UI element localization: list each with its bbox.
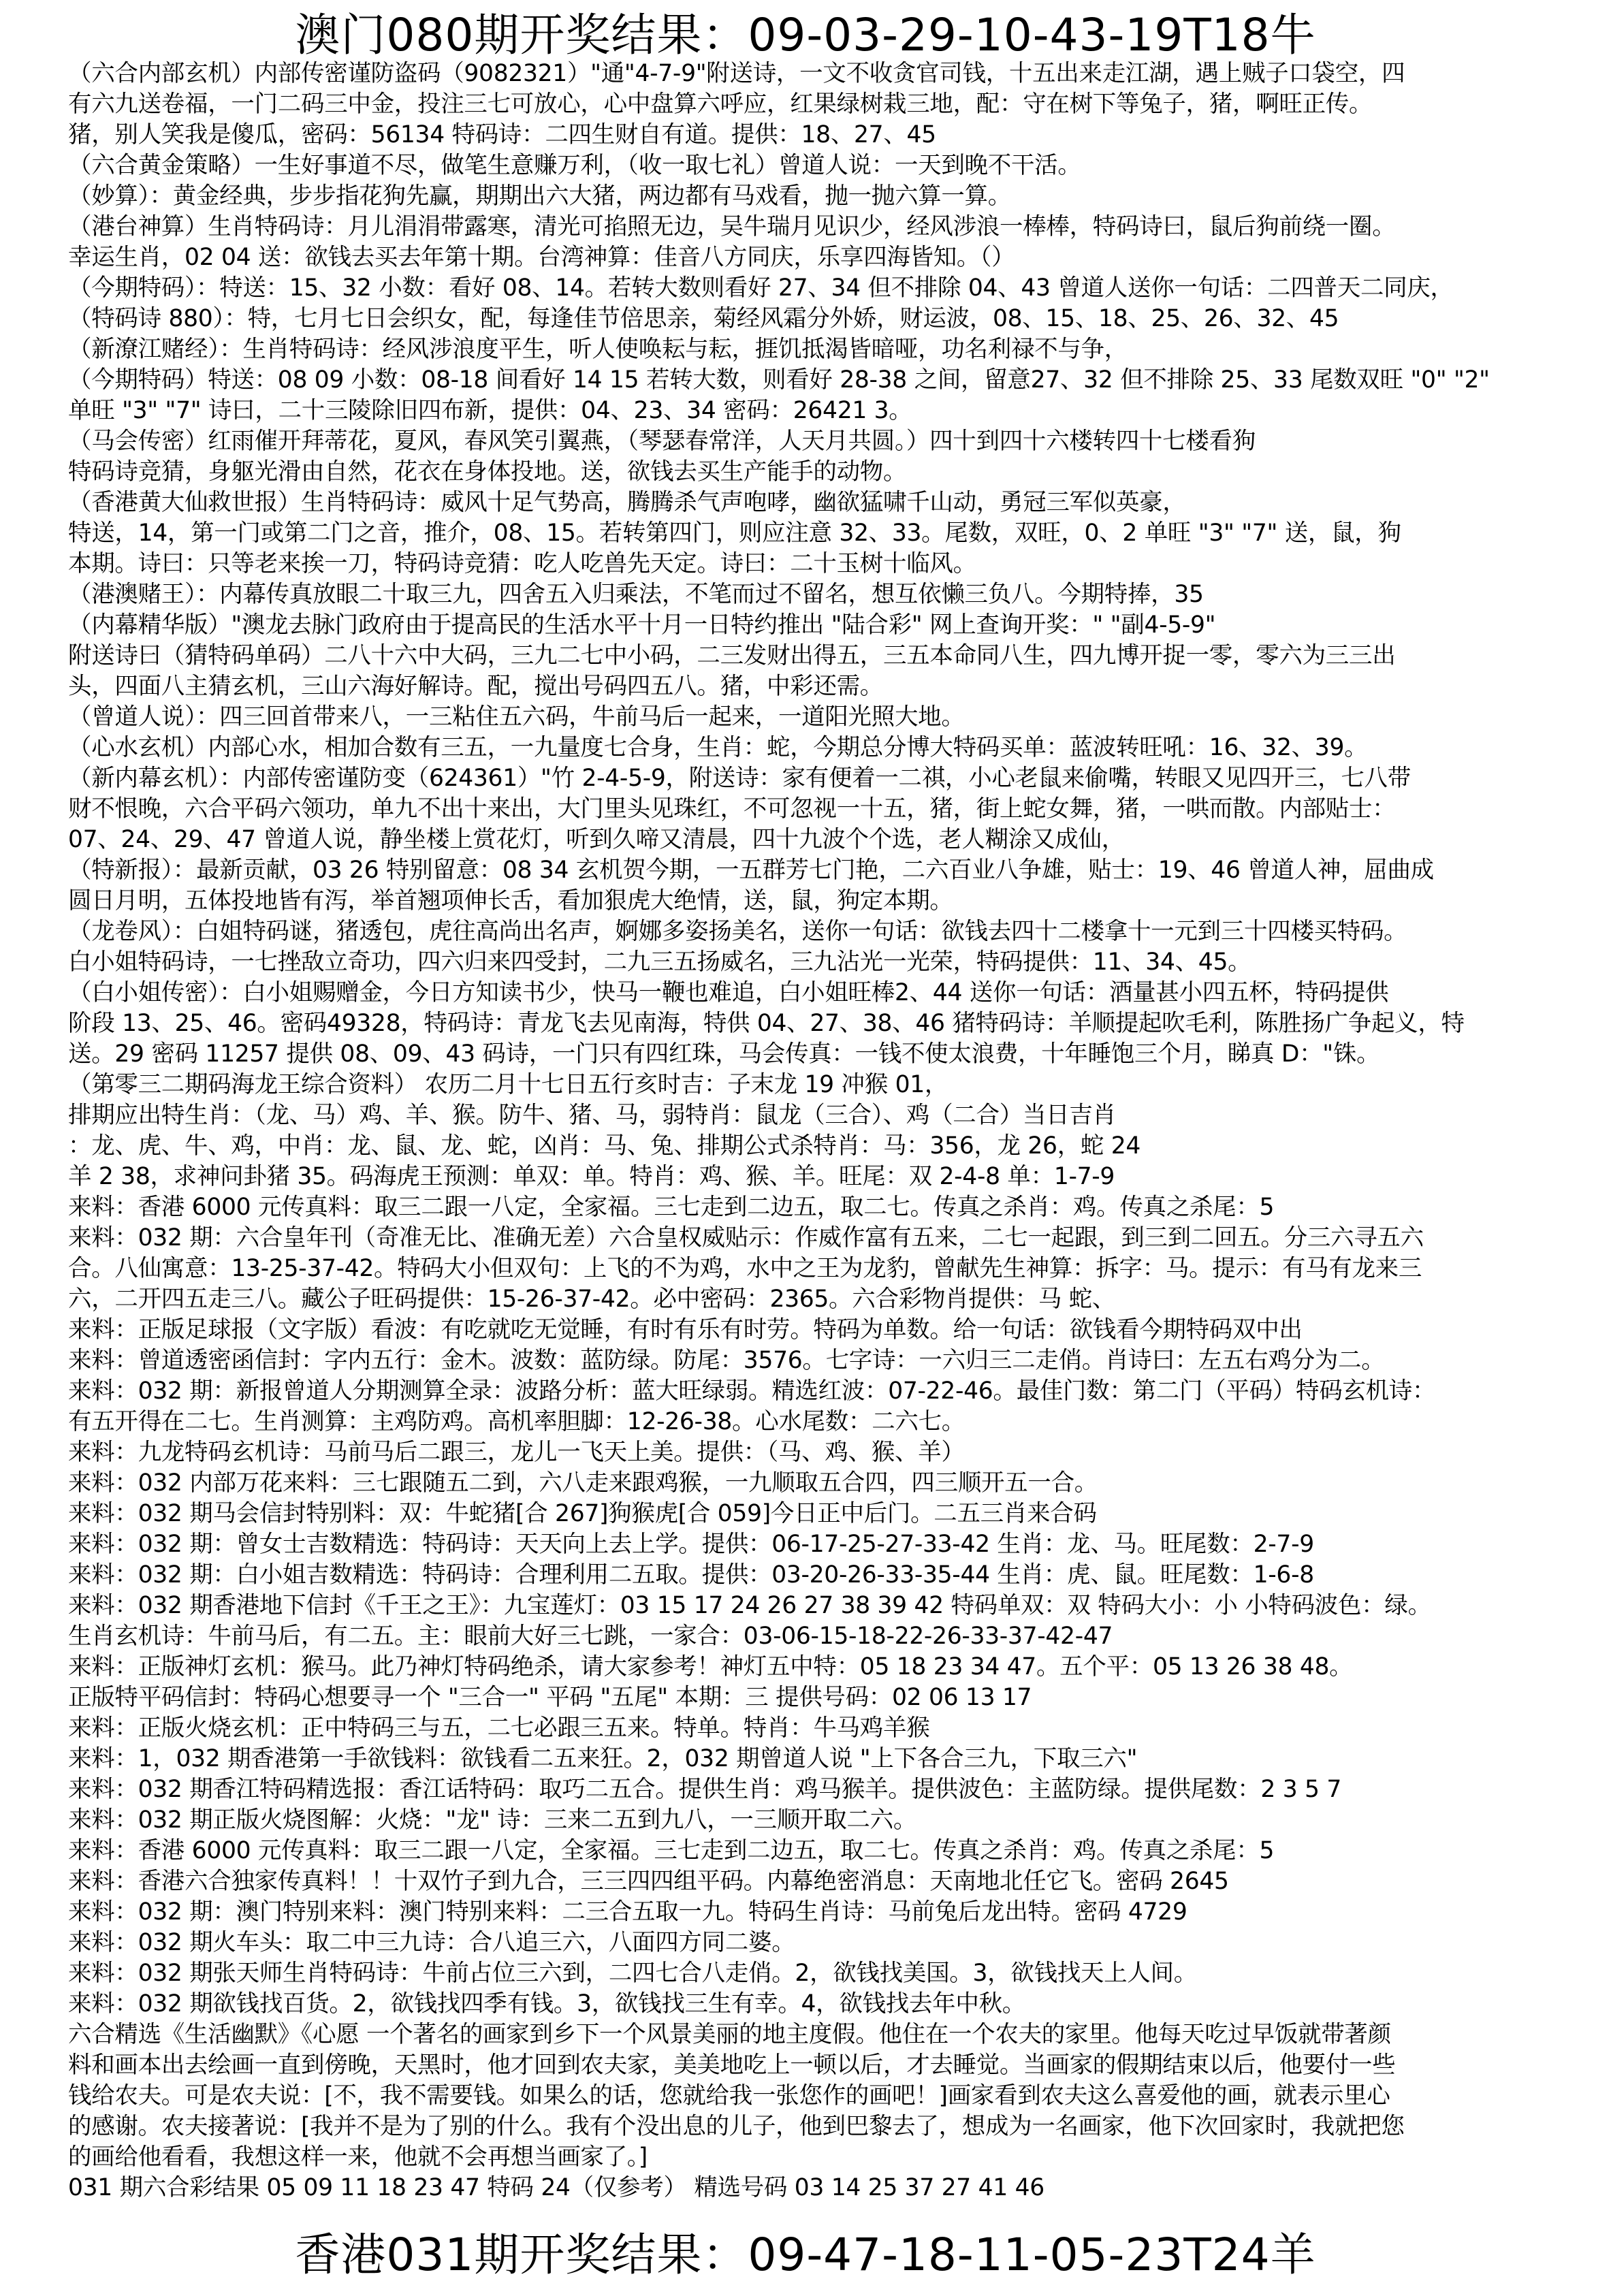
text-line: （六合内部玄机）内部传密谨防盗码（9082321）"通"4-7-9"附送诗，一文不收贪官司钱，十五出来走江湖，遇上贼子口袋空，四	[68, 60, 1405, 87]
text-line: 来料：正版火烧玄机：正中特码三与五，二七必跟三五来。特单。特肖：牛马鸡羊猴	[68, 1715, 930, 1742]
text-line: （港澳赌王）：内幕传真放眼二十取三九，四舍五入归乘法，不笔而过不留名，想互依懒三负八。今期特捧，35	[68, 581, 1204, 608]
text-line: 来料：032 期马会信封特别料：双：牛蛇猪[合 267]狗猴虎[合 059]今日正中后门。二五三肖来合码	[68, 1500, 1097, 1527]
text-line: （特新报）：最新贡献，03 26 特别留意：08 34 玄机贺今期，一五群芳七门艳，二六百业八争雄，贴士：19、46 曾道人神，屈曲成	[68, 857, 1434, 884]
text-line: 来料：032 期：白小姐吉数精选：特码诗：合理利用二五取。提供：03-20-26-33-35-44 生肖：虎、鼠。旺尾数：1-6-8	[68, 1561, 1314, 1589]
text-line: 来料：032 期：曾女士吉数精选：特码诗：天天向上去上学。提供：06-17-25-27-33-42 生肖：龙、马。旺尾数：2-7-9	[68, 1531, 1314, 1558]
text-line: （心水玄机）内部心水，相加合数有三五，一九量度七合身，生肖：蛇，今期总分博大特码买单：蓝波转旺吼：16、32、39。	[68, 734, 1368, 761]
text-line: 031 期六合彩结果 05 09 11 18 23 47 特码 24（仅参考） 精选号码 03 14 25 37 27 41 46	[68, 2174, 1044, 2201]
text-line: 白小姐特码诗，一七挫敌立奇功，四六归来四受封，二九三五扬威名，三九沾光一光荣，特码提供：11、34、45。	[68, 948, 1251, 976]
text-line: 生肖玄机诗：牛前马后，有二五。主：眼前大好三七跳，一家合：03-06-15-18-22-26-33-37-42-47	[68, 1623, 1113, 1650]
text-line: （今期特码）：特送：15、32 小数：看好 08、14。若转大数则看好 27、34 但不排除 04、43 曾道人送你一句话：二四普天二同庆，	[68, 274, 1454, 302]
text-line: 来料：032 期张天师生肖特码诗：牛前占位三六到，二四七合八走俏。2，欲钱找美国。3，欲钱找天上人间。	[68, 1960, 1197, 1987]
text-line: 阶段 13、25、46。密码49328，特码诗：青龙飞去见南海，特供 04、27、38、46 猪特码诗：羊顺提起吹毛利，陈胜扬广争起义，特	[68, 1010, 1465, 1037]
text-line: 附送诗曰（猜特码单码）二八十六中大码，三九二七中小码，二三发财出得五，三五本命同八生，四九博开捉一零，零六为三三出	[68, 642, 1396, 669]
text-line: （马会传密）红雨催开拜蒂花，夏风，春风笑引翼燕，（琴瑟春常洋，人天月共圆。）四十到四十六楼转四十七楼看狗	[68, 428, 1256, 455]
macau-result-banner: 澳门080期开奖结果：09-03-29-10-43-19T18牛	[295, 9, 1316, 61]
text-line: 来料：032 期香港地下信封《千王之王》：九宝莲灯：03 15 17 24 26 27 38 39 42 特码单双：双 特码大小：小 小特码波色：绿。	[68, 1592, 1431, 1619]
text-line: （曾道人说）：四三回首带来八，一三粘住五六码，牛前马后一起来，一道阳光照大地。	[68, 703, 965, 731]
text-line: （特码诗 880）：特，七月七日会织女，配，每逢佳节倍思亲，菊经风霜分外娇，财运波，08、15、18、25、26、32、45	[68, 305, 1339, 332]
text-line: 排期应出特生肖：（龙、马）鸡、羊、猴。防牛、猪、马，弱特肖：鼠龙（三合）、鸡（二合）当日吉肖	[68, 1102, 1116, 1129]
text-line: 来料：032 期：六合皇年刊（奇准无比、准确无差）六合皇权威贴示：作威作富有五来，二七一起跟，到三到二回五。分三六寻五六	[68, 1224, 1424, 1251]
text-line: 本期。诗曰：只等老来挨一刀，特码诗竞猜：吃人吃兽先天定。诗曰：二十玉树十临风。	[68, 550, 976, 577]
text-line: 来料：032 期正版火烧图解：火烧："龙" 诗：三来二五到九八，一三顺开取二六。	[68, 1806, 917, 1834]
text-line: （香港黄大仙救世报）生肖特码诗：威风十足气势高，腾腾杀气声咆哮，幽欲猛啸千山动，勇冠三军似英豪，	[68, 489, 1186, 516]
text-line: 来料：032 期火车头：取二中三九诗：合八追三六，八面四方同二婆。	[68, 1929, 795, 1956]
text-line: 来料：032 期：澳门特别来料：澳门特别来料：二三合五取一九。特码生肖诗：马前兔后龙出特。密码 4729	[68, 1898, 1187, 1926]
text-line: 来料：1，032 期香港第一手欲钱料：欲钱看二五来狂。2，032 期曾道人说 "上下各合三九，下取三六"	[68, 1745, 1138, 1772]
text-line: 来料：正版神灯玄机：猴马。此乃神灯特码绝杀，请大家参考！神灯五中特：05 18 23 34 47。五个平：05 13 26 38 48。	[68, 1653, 1353, 1680]
text-line: （第零三二期码海龙王综合资料） 农历二月十七日五行亥时吉：子末龙 19 冲猴 01，	[68, 1071, 948, 1098]
text-line: （今期特码）特送：08 09 小数：08-18 间看好 14 15 若转大数，则看好 28-38 之间，留意27、32 但不排除 25、33 尾数双旺 "0" "2"	[68, 366, 1490, 394]
text-line: （新潦江赌经）：生肖特码诗：经风涉浪度平生，听人使唤耘与耘，捱饥抵渴皆暗哑，功名利禄不与争，	[68, 336, 1128, 363]
text-line: （新内幕玄机）：内部传密谨防变（624361）"竹 2-4-5-9，附送诗：家有便着一二祺，小心老鼠来偷嘴，转眼又见四开三，七八带	[68, 765, 1411, 792]
text-line: 来料：032 期欲钱找百货。2，欲钱找四季有钱。3，欲钱找三生有幸。4，欲钱找去年中秋。	[68, 1990, 1025, 2018]
text-line: 合。八仙寓意：13-25-37-42。特码大小但双句：上飞的不为鸡，水中之王为龙豹，曾献先生神算：拆字：马。提示：有马有龙来三	[68, 1255, 1422, 1282]
text-line: 来料：九龙特码玄机诗：马前马后二跟三，龙儿一飞天上美。提供：（马、鸡、猴、羊）	[68, 1439, 965, 1466]
text-line: 特码诗竞猜，身躯光滑由自然，花衣在身体投地。送，欲钱去买生产能手的动物。	[68, 458, 907, 485]
text-line: （港台神算）生肖特码诗：月儿涓涓带露寒，清光可掐照无边，吴牛瑞月见识少，经风涉浪一棒棒，特码诗曰，鼠后狗前绕一圈。	[68, 213, 1396, 240]
text-line: （妙算）：黄金经典，步步指花狗先赢，期期出六大猪，两边都有马戏看，抛一抛六算一算。	[68, 182, 1011, 210]
text-line: 六合精选《生活幽默》《心愿 一个著名的画家到乡下一个风景美丽的地主度假。他住在一个农夫的家里。他每天吃过早饭就带著颜	[68, 2021, 1391, 2048]
text-line: ：龙、虎、牛、鸡，中肖：龙、鼠、龙、蛇，凶肖：马、兔、排期公式杀特肖：马：356，龙 26，蛇 24	[68, 1132, 1141, 1160]
text-line: 财不恨晚，六合平码六领功，单九不出十来出，大门里头见珠红，不可忽视一十五，猪，街上蛇女舞，猪，一哄而散。内部贴士：	[68, 795, 1396, 823]
text-line: （白小姐传密）：白小姐赐赠金，今日方知读书少，快马一鞭也难追，白小姐旺棒2、44 送你一句话：酒量甚小四五杯，特码提供	[68, 979, 1389, 1006]
text-line: 圆日月明，五体投地皆有泻，举首翘项伸长舌，看加狠虎大绝情，送，鼠，狗定本期。	[68, 887, 953, 914]
text-line: 来料：曾道透密函信封：字内五行：金木。波数：蓝防绿。防尾：3576。七字诗：一六归三二走俏。肖诗曰：左五右鸡分为二。	[68, 1347, 1385, 1374]
text-line: 六，二开四五走三八。藏公子旺码提供：15-26-37-42。必中密码：2365。六合彩物肖提供：马 蛇、	[68, 1286, 1116, 1313]
text-line: 来料：香港六合独家传真料！！十双竹子到九合，三三四四组平码。内幕绝密消息：天南地北任它飞。密码 2645	[68, 1868, 1229, 1895]
text-line: 特送，14，第一门或第二门之音，推介，08、15。若转第四门，则应注意 32、33。尾数，双旺，0、2 单旺 "3" "7" 送，鼠，狗	[68, 520, 1401, 547]
text-line: 单旺 "3" "7" 诗曰，二十三陵除旧四布新，提供：04、23、34 密码：26421 3。	[68, 397, 912, 424]
text-line: （龙卷风）：白姐特码谜，猪透包，虎往高尚出名声，婀娜多姿扬美名，送你一句话：欲钱去四十二楼拿十一元到三十四楼买特码。	[68, 918, 1407, 945]
text-line: 猪，别人笑我是傻瓜，密码：56134 特码诗：二四生财自有道。提供：18、27、45	[68, 121, 936, 148]
text-line: 头，四面八主猜玄机，三山六海好解诗。配，搅出号码四五八。猪，中彩还需。	[68, 673, 883, 700]
text-line: 来料：香港 6000 元传真料：取三二跟一八定，全家福。三七走到二边五，取二七。传真之杀肖：鸡。传真之杀尾：5	[68, 1837, 1275, 1864]
text-line: 来料：032 期香江特码精选报：香江话特码：取巧二五合。提供生肖：鸡马猴羊。提供波色：主蓝防绿。提供尾数：2 3 5 7	[68, 1776, 1342, 1803]
document-body	[68, 59, 1550, 2203]
text-line: 幸运生肖，02 04 送：欲钱去买去年第十期。台湾神算：佳音八方同庆，乐享四海皆知。（）	[68, 244, 1015, 271]
text-line: 来料：正版足球报（文字版）看波：有吃就吃无觉睡，有时有乐有时劳。特码为单数。给一句话：欲钱看今期特码双中出	[68, 1316, 1303, 1343]
text-line: 有五开得在二七。生肖测算：主鸡防鸡。高机率胆脚：12-26-38。心水尾数：二六七。	[68, 1408, 965, 1435]
text-line: 来料：032 期：新报曾道人分期测算全录：波路分析：蓝大旺绿弱。精选红波：07-22-46。最佳门数：第二门（平码）特码玄机诗：	[68, 1377, 1436, 1405]
text-line: 钱给农夫。可是农夫说：[不，我不需要钱。如果么的话，您就给我一张您作的画吧！]画家看到农夫这么喜爱他的画，就表示里心	[68, 2082, 1390, 2109]
text-line: 来料：香港 6000 元传真料：取三二跟一八定，全家福。三七走到二边五，取二七。传真之杀肖：鸡。传真之杀尾：5	[68, 1194, 1275, 1221]
text-line: 正版特平码信封：特码心想要寻一个 "三合一" 平码 "五尾" 本期：三 提供号码：02 06 13 17	[68, 1684, 1032, 1711]
text-line: 07、24、29、47 曾道人说，静坐楼上赏花灯，听到久啼又清晨，四十九波个个选，老人糊涂又成仙，	[68, 826, 1125, 853]
text-line: （六合黄金策略）一生好事道不尽，做笔生意赚万利，（收一取七礼）曾道人说：一天到晚不干活。	[68, 152, 1081, 179]
text-line: 羊 2 38，求神问卦猪 35。码海虎王预测：单双：单。特肖：鸡、猴、羊。旺尾：双 2-4-8 单：1-7-9	[68, 1163, 1115, 1190]
text-line: 来料：032 内部万花来料：三七跟随五二到，六八走来跟鸡猴，一九顺取五合四，四三顺开五一合。	[68, 1469, 1098, 1497]
text-line: 料和画本出去绘画一直到傍晚，天黑时，他才回到农夫家，美美地吃上一顿以后，才去睡觉。当画家的假期结束以后，他要付一些	[68, 2052, 1396, 2079]
text-line: 的感谢。农夫接著说：[我并不是为了别的什么。我有个没出息的儿子，他到巴黎去了，想成为一名画家，他下次回家时，我就把您	[68, 2113, 1405, 2140]
text-line: 的画给他看看，我想这样一来，他就不会再想当画家了。]	[68, 2143, 648, 2171]
text-line: 有六九送卷福，一门二码三中金，投注三七可放心，心中盘算六呼应，红果绿树栽三地，配：守在树下等兔子，猪，啊旺正传。	[68, 91, 1373, 118]
text-line: （内幕精华版）"澳龙去脉门政府由于提高民的生活水平十月一日特约推出 "陆合彩" 网上查询开奖：" "副4-5-9"	[68, 611, 1216, 639]
hongkong-result-banner: 香港031期开奖结果：09-47-18-11-05-23T24羊	[295, 2229, 1316, 2281]
text-line: 送。29 密码 11257 提供 08、09、43 码诗，一门只有四红珠，马会传真：一钱不使太浪费，十年睡饱三个月，睇真 D："铢。	[68, 1040, 1380, 1068]
